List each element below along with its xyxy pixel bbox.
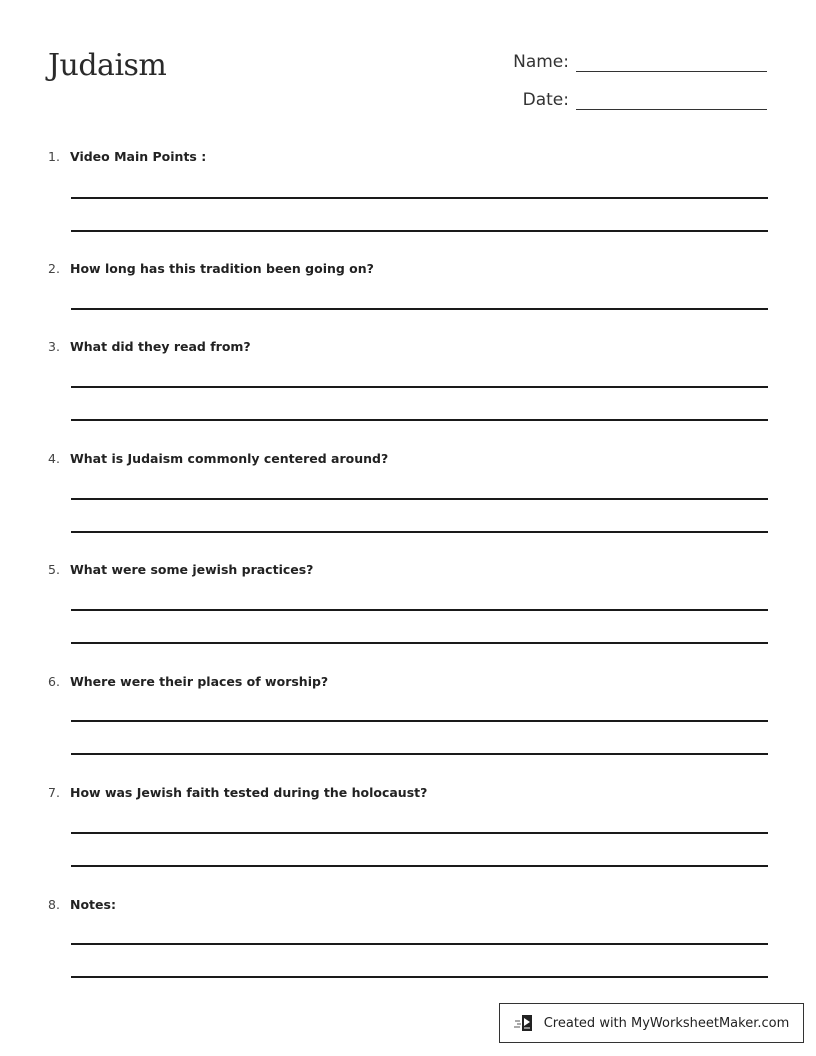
answer-line[interactable] [71, 419, 768, 421]
question-5 [48, 562, 313, 578]
question-3 [48, 339, 251, 355]
question-number: 6. [48, 674, 60, 689]
question-text: How was Jewish faith tested during the holocaust? [70, 785, 428, 800]
question-number: 1. [48, 149, 60, 164]
question-text: Video Main Points : [70, 149, 207, 164]
answer-line[interactable] [71, 642, 768, 644]
question-number: 8. [48, 897, 60, 912]
question-number: 2. [48, 261, 60, 276]
answer-line[interactable] [71, 230, 768, 232]
answer-line[interactable] [71, 609, 768, 611]
footer-text: Created with MyWorksheetMaker.com [543, 1015, 790, 1031]
question-8 [48, 897, 116, 913]
question-7 [48, 785, 427, 801]
answer-line[interactable] [71, 720, 768, 722]
worksheet-maker-logo-icon [514, 1013, 536, 1033]
answer-line[interactable] [71, 976, 768, 978]
answer-line[interactable] [71, 197, 768, 199]
answer-line[interactable] [71, 832, 768, 834]
question-1 [48, 149, 206, 165]
footer-badge[interactable] [499, 1003, 804, 1043]
date-line[interactable] [576, 91, 767, 110]
question-6 [48, 674, 328, 690]
question-text: Notes: [70, 897, 116, 912]
name-line[interactable] [576, 53, 767, 72]
question-number: 3. [48, 339, 60, 354]
answer-line[interactable] [71, 498, 768, 500]
answer-line[interactable] [71, 531, 768, 533]
question-text: Where were their places of worship? [70, 674, 329, 689]
question-text: What were some jewish practices? [70, 562, 314, 577]
date-label: Date: [522, 90, 569, 110]
question-text: How long has this tradition been going on? [70, 261, 374, 276]
question-text: What is Judaism commonly centered around? [70, 451, 389, 466]
question-number: 4. [48, 451, 60, 466]
question-number: 5. [48, 562, 60, 577]
answer-line[interactable] [71, 308, 768, 310]
answer-line[interactable] [71, 753, 768, 755]
question-4 [48, 451, 388, 467]
name-field[interactable] [513, 52, 767, 72]
answer-line[interactable] [71, 386, 768, 388]
question-text: What did they read from? [70, 339, 251, 354]
worksheet-title: Judaism [48, 48, 167, 83]
answer-line[interactable] [71, 865, 768, 867]
question-number: 7. [48, 785, 60, 800]
answer-line[interactable] [71, 943, 768, 945]
name-label: Name: [513, 52, 569, 72]
date-field[interactable] [523, 90, 767, 110]
question-2 [48, 261, 374, 277]
